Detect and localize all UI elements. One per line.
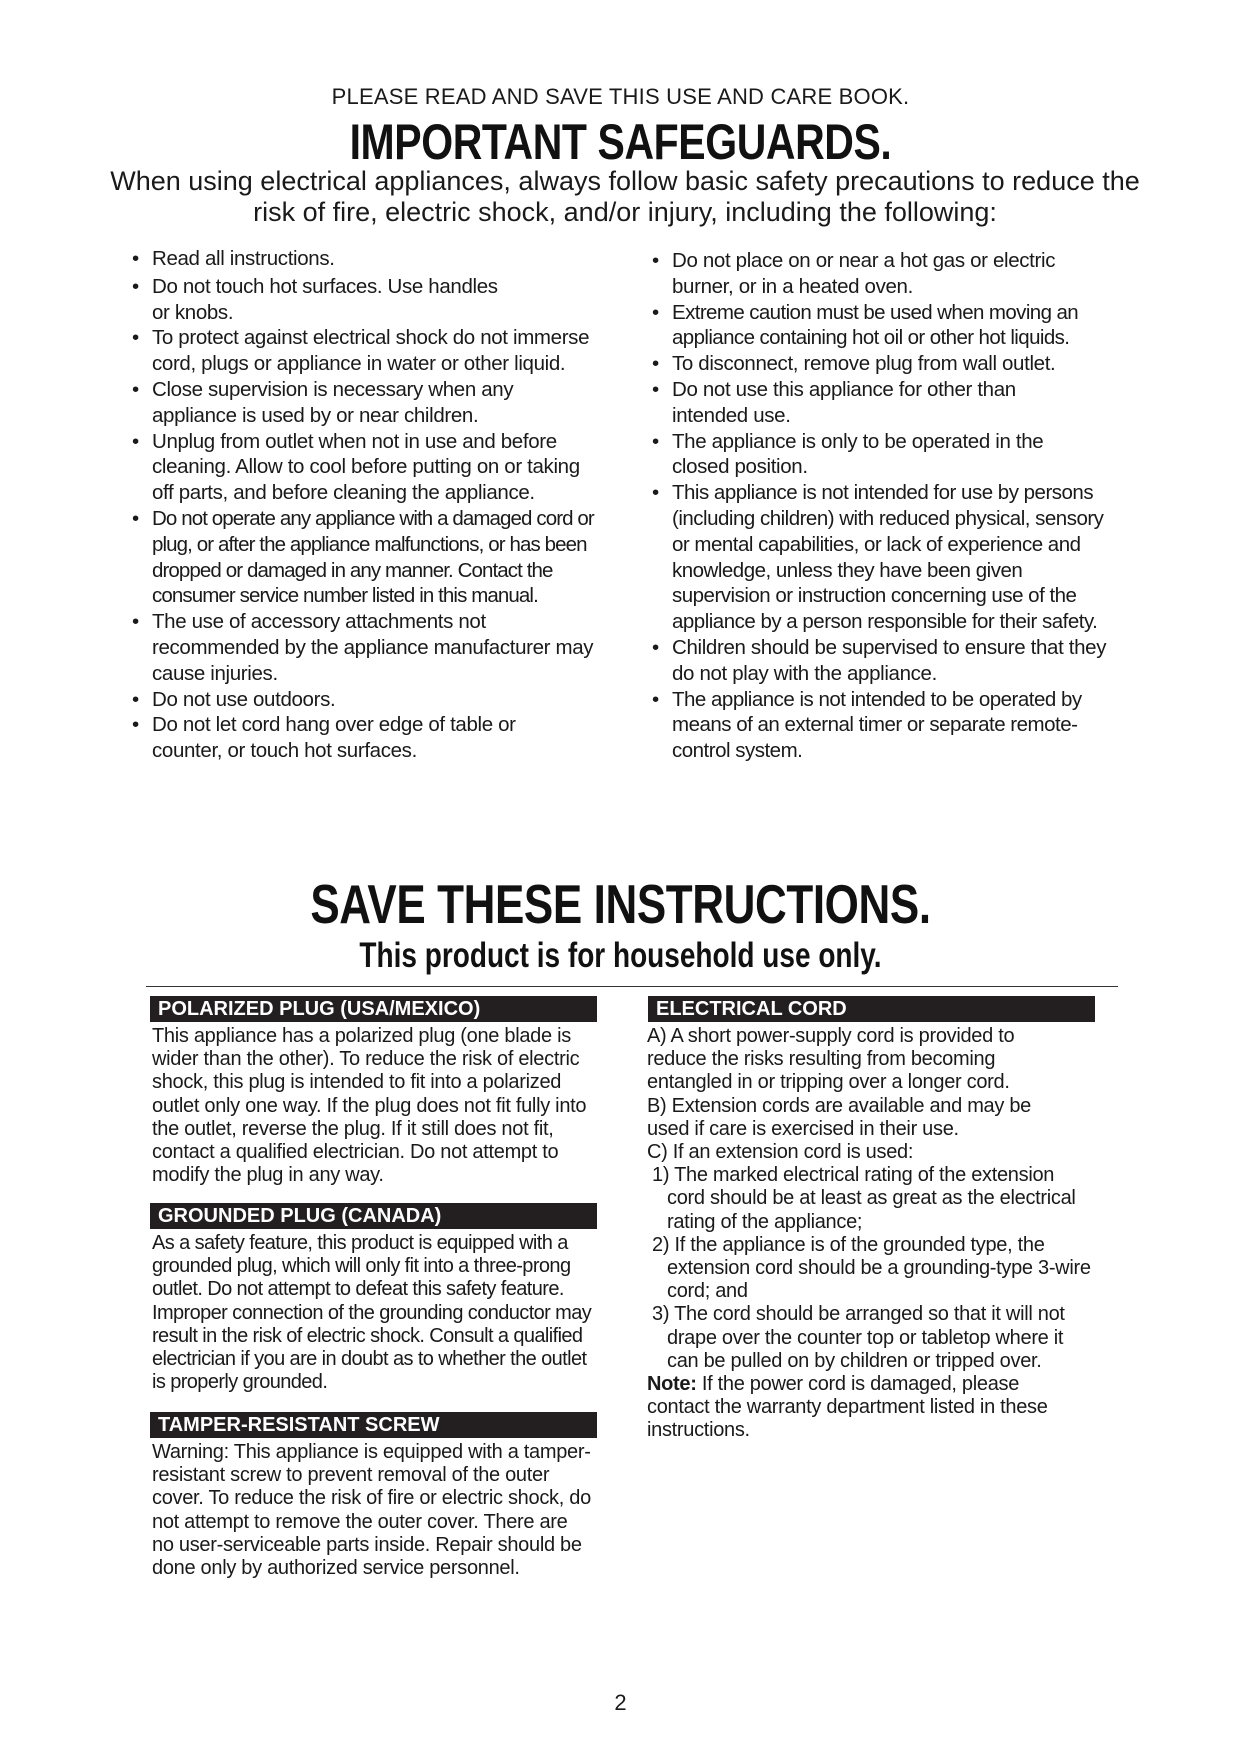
cord-point-c3: 3) The cord should be arranged so that it will not drape over the counter top or tabletop where it can be pulled on by children or tripped over. xyxy=(652,1303,1065,1372)
list-item: • Close supervision is necessary when any appliance is used by or near children. xyxy=(132,377,514,427)
bullet-icon: • xyxy=(652,300,659,324)
list-item: • Unplug from outlet when not in use and before cleaning. Allow to cool before putting on or taking off parts, and before cleaning the appliance. xyxy=(132,429,580,505)
section-divider xyxy=(146,986,1118,987)
list-item: • Extreme caution must be used when moving an appliance containing hot oil or other hot liquids. xyxy=(652,300,1079,350)
list-item: • To disconnect, remove plug from wall outlet. xyxy=(652,352,1056,376)
bullet-icon: • xyxy=(132,326,139,350)
left-safeguards-list xyxy=(132,246,602,764)
note-text: If the power cord is damaged, please contact the warranty department listed in these instructions. xyxy=(647,1373,1048,1442)
cord-point-c1: 1) The marked electrical rating of the extension cord should be at least as great as the electrical rating of the appliance; xyxy=(652,1164,1076,1233)
list-item: • Do not use this appliance for other than intended use. xyxy=(652,377,1016,427)
list-item: • Do not use outdoors. xyxy=(132,687,336,711)
bullet-icon: • xyxy=(652,481,659,505)
bullet-icon: • xyxy=(132,506,139,530)
list-item: • The appliance is only to be operated in the closed position. xyxy=(652,429,1044,479)
bullet-icon: • xyxy=(132,687,139,711)
bullet-icon: • xyxy=(132,377,139,401)
cord-point-a: A) A short power-supply cord is provided to reduce the risks resulting from becoming entangled in or tripping over a longer cord. xyxy=(647,1025,1015,1094)
list-item: • Do not let cord hang over edge of table or counter, or touch hot surfaces. xyxy=(132,713,516,763)
grounded-plug-text: As a safety feature, this product is equipped with a grounded plug, which will only fit into a three-prong outlet. Do not attempt to defeat this safety feature. Improper connection of the grounding conductor may result in the risk of electric shock. Consult a qualified electrician if you are in doubt as to whether the outlet is properly grounded. xyxy=(152,1232,592,1394)
tamper-resistant-screw-heading: TAMPER-RESISTANT SCREW xyxy=(150,1412,597,1438)
left-safeguards-column xyxy=(132,246,602,764)
electrical-cord-text xyxy=(647,1025,1097,1443)
save-instructions-title: SAVE THESE INSTRUCTIONS. xyxy=(310,873,931,935)
right-safeguards-list xyxy=(652,248,1122,764)
bullet-icon: • xyxy=(132,610,139,634)
tamper-resistant-screw-text: Warning: This appliance is equipped with a tamper-resistant screw to prevent removal of the outer cover. To reduce the risk of fire or electric shock, do not attempt to remove the outer cover. There are no user-serviceable parts inside. Repair should be done only by authorized service personnel. xyxy=(152,1441,591,1580)
list-item: • Read all instructions. xyxy=(132,247,335,270)
polarized-plug-heading: POLARIZED PLUG (USA/MEXICO) xyxy=(150,996,597,1022)
note-label: Note: xyxy=(647,1373,697,1396)
polarized-plug-text: This appliance has a polarized plug (one blade is wider than the other). To reduce the risk of electric shock, this plug is intended to fit into a polarized outlet only one way. If the plug does not fit fully into the outlet, reverse the plug. If it still does not fit, contact a qualified electrician. Do not attempt to modify the plug in any way. xyxy=(152,1025,587,1187)
bullet-icon: • xyxy=(652,429,659,453)
list-item: • The appliance is not intended to be operated by means of an external timer or separate remote-control system. xyxy=(652,687,1082,763)
bullet-icon: • xyxy=(652,377,659,401)
list-item: • The use of accessory attachments not recommended by the appliance manufacturer may cause injuries. xyxy=(132,610,594,685)
read-and-save-note: PLEASE READ AND SAVE THIS USE AND CARE BOOK. xyxy=(331,84,910,109)
cord-note xyxy=(647,1373,1097,1443)
bullet-icon: • xyxy=(132,713,139,737)
important-safeguards-title: IMPORTANT SAFEGUARDS. xyxy=(349,114,892,170)
bullet-icon: • xyxy=(132,429,139,453)
cord-point-c: C) If an extension cord is used: xyxy=(647,1141,914,1164)
list-item: • Do not touch hot surfaces. Use handles or knobs. xyxy=(132,274,498,324)
right-safeguards-column xyxy=(652,248,1122,764)
household-use-subtitle: This product is for household use only. xyxy=(359,936,882,975)
list-item: • To protect against electrical shock do not immerse cord, plugs or appliance in water or other liquid. xyxy=(132,326,590,376)
safety-intro-text: When using electrical appliances, always follow basic safety precautions to reduce the risk of fire, electric shock, and/or injury, including the following: xyxy=(110,166,1140,227)
bullet-icon: • xyxy=(132,274,139,298)
cord-point-c2: 2) If the appliance is of the grounded type, the extension cord should be a grounding-type 3-wire cord; and xyxy=(652,1233,1091,1303)
bullet-icon: • xyxy=(652,352,659,376)
list-item: • Children should be supervised to ensure that they do not play with the appliance. xyxy=(652,635,1107,685)
list-item: • Do not place on or near a hot gas or electric burner, or in a heated oven. xyxy=(652,249,1056,298)
bullet-icon: • xyxy=(652,249,659,272)
list-item: • This appliance is not intended for use by persons (including children) with reduced physical, sensory or mental capabilities, or lack of experience and knowledge, unless they have been given supervision or instruction concerning use of the appliance by a person responsible for their safety. xyxy=(652,481,1104,634)
bullet-icon: • xyxy=(132,247,139,270)
cord-point-b: B) Extension cords are available and may be used if care is exercised in their use. xyxy=(647,1094,1031,1140)
grounded-plug-heading: GROUNDED PLUG (CANADA) xyxy=(150,1203,597,1229)
bullet-icon: • xyxy=(652,635,659,659)
bullet-icon: • xyxy=(652,687,659,711)
page-number: 2 xyxy=(614,1690,627,1715)
electrical-cord-heading: ELECTRICAL CORD xyxy=(648,996,1095,1022)
list-item: • Do not operate any appliance with a damaged cord or plug, or after the appliance malfunctions, or has been dropped or damaged in any manner. Contact the consumer service number listed in this manual. xyxy=(132,506,594,608)
